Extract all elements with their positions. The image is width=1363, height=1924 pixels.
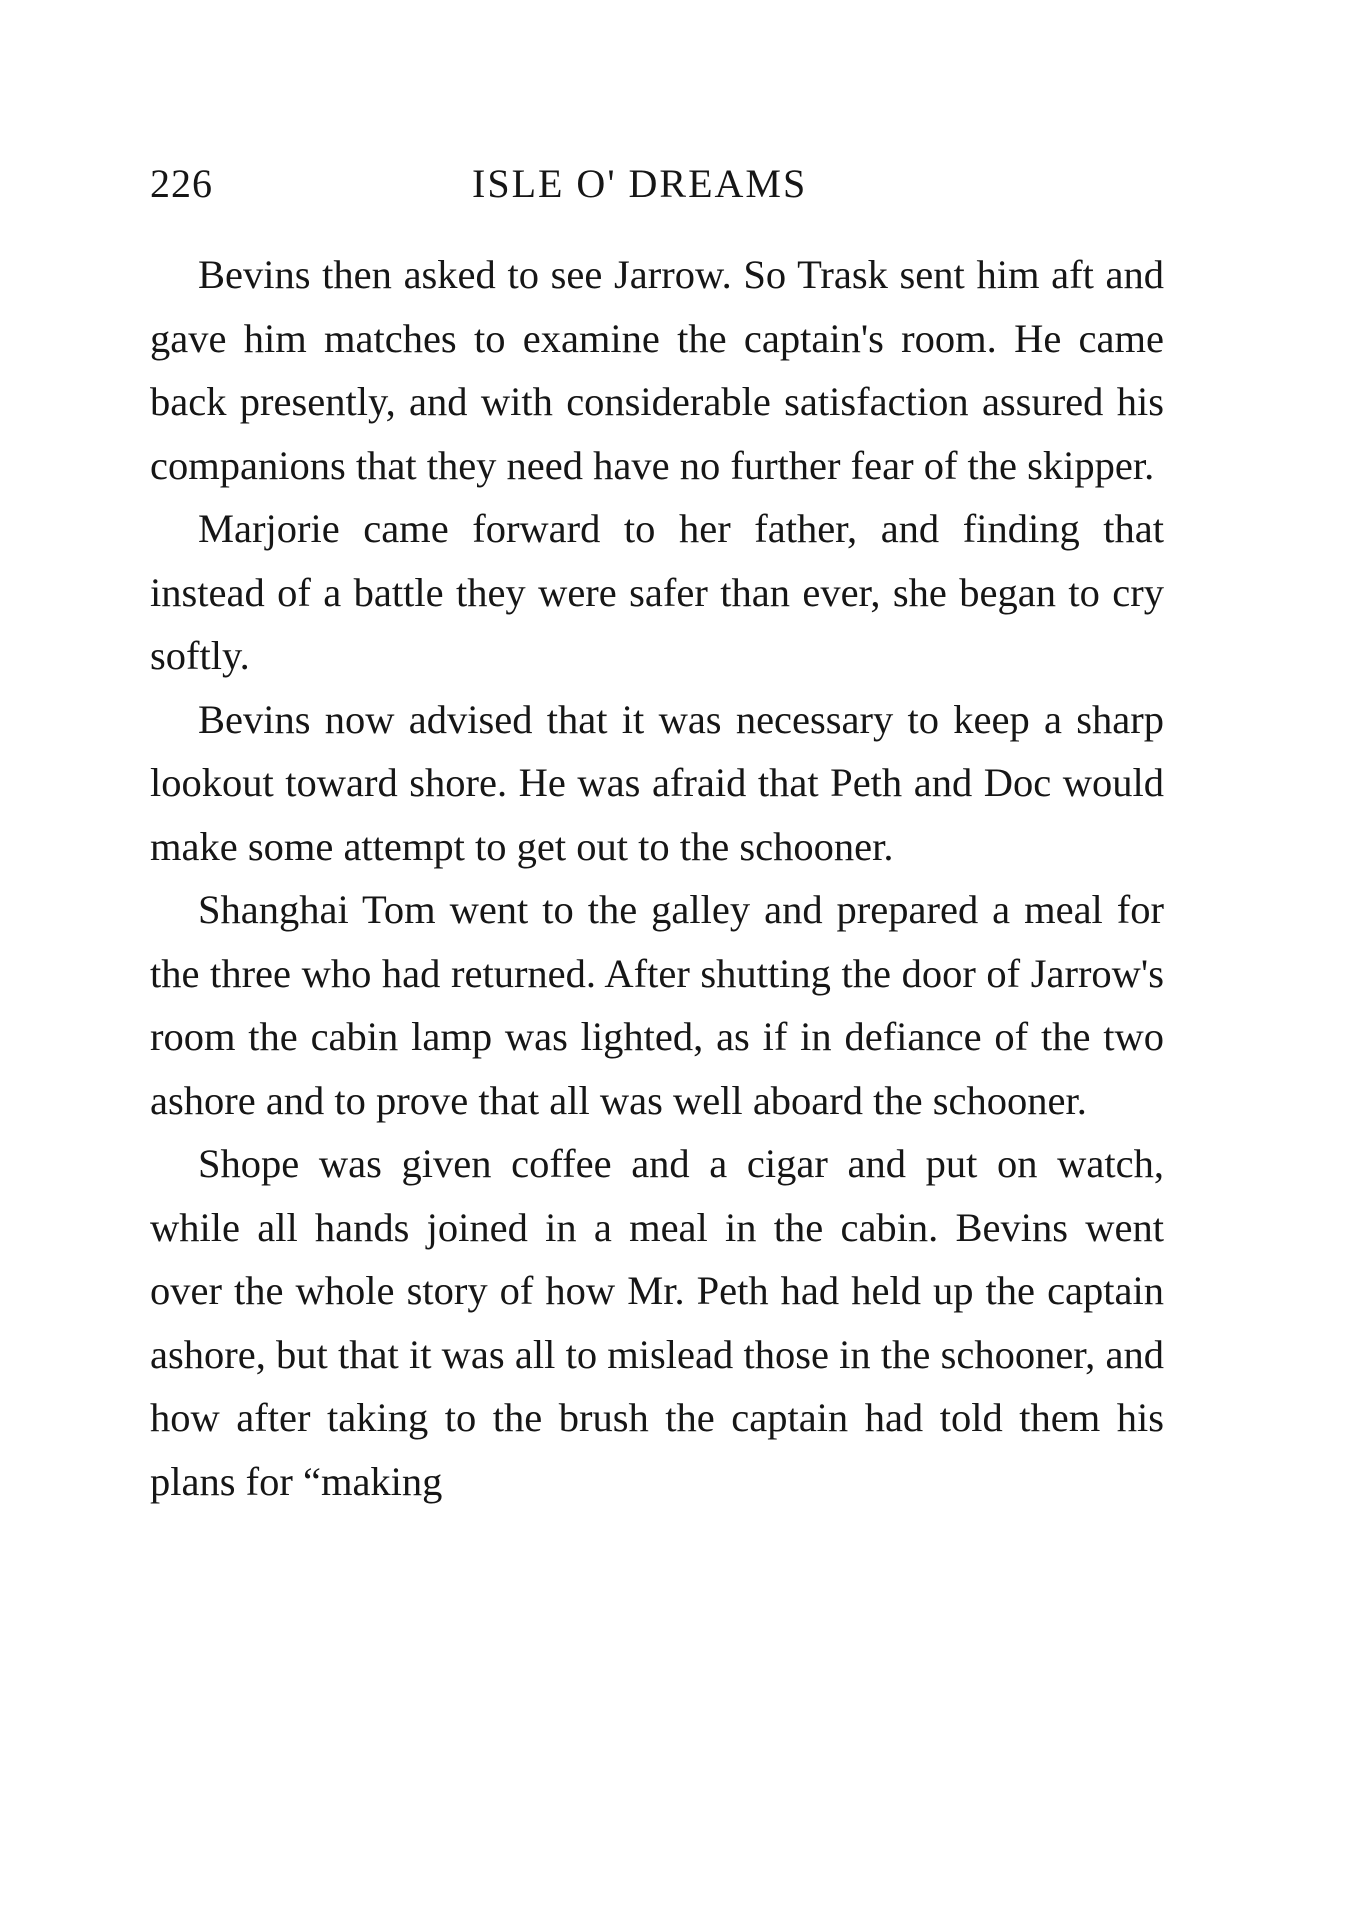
paragraph: Marjorie came forward to her father, and finding that instead of a battle they were safer than ever, she began to cry softly. [150,506,1164,678]
body-text [150,243,1164,1513]
page-header [150,160,1164,220]
running-title: ISLE O' DREAMS [472,161,808,206]
paragraph: Shanghai Tom went to the galley and prepared a meal for the three who had returned. After shutting the door of Jarrow's room the cabin lamp was lighted, as if in defiance of the two ashore and to prove that all was well aboard the schooner. [150,887,1164,1123]
paragraph: Bevins then asked to see Jarrow. So Trask sent him aft and gave him matches to examine the captain's room. He came back presently, and with considerable satisfaction assured his companions that they need have no further fear of the skipper. [150,252,1164,488]
paragraph: Shope was given coffee and a cigar and put on watch, while all hands joined in a meal in the cabin. Bevins went over the whole story of how Mr. Peth had held up the captain ashore, but that it was all to mislead those in the schooner, and how after taking to the brush the captain had told them his plans for “making [150,1141,1164,1504]
paragraph: Bevins now advised that it was necessary to keep a sharp lookout toward shore. He was afraid that Peth and Doc would make some attempt to get out to the schooner. [150,696,1164,869]
page-number: 226 [150,161,213,206]
